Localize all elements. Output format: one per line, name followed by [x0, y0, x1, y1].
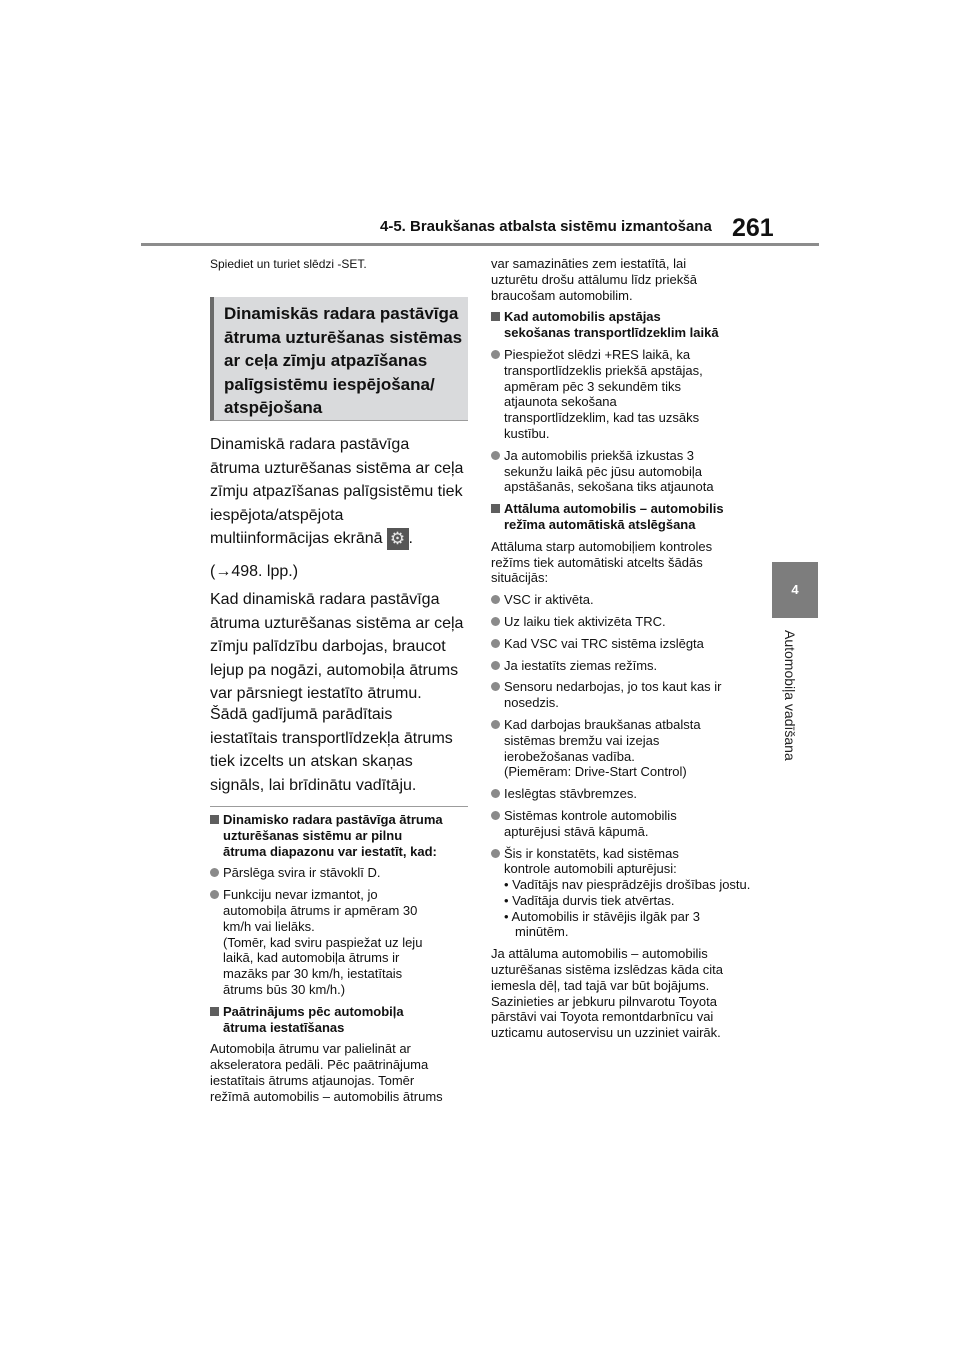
section-heading-line: atspējošana [224, 398, 323, 418]
text-line: Sistēmas kontrole automobilis [504, 807, 677, 823]
settings-gear-icon: ⚙ [387, 528, 409, 550]
text-line: Kad automobilis apstājas [504, 309, 661, 325]
text-line: režīma automātiskā atslēgšana [504, 516, 696, 532]
text-line: transportlīdzeklis priekšā apstājas, [504, 362, 703, 378]
text-line: ātruma iestatīšanas [223, 1019, 345, 1035]
text-line: Funkciju nevar izmantot, jo [223, 887, 378, 903]
bullet-item [491, 658, 753, 674]
paragraph-warning [210, 703, 475, 797]
text-line: Kad darbojas braukšanas atbalsta [504, 716, 701, 732]
text-line: (Tomēr, kad sviru paspiežat uz leju [223, 934, 423, 950]
bullet-item [210, 865, 472, 881]
bullet-item [210, 887, 472, 998]
text-line: režīms tiek automātiski atcelts šādās [491, 554, 703, 570]
header-rule [141, 243, 819, 246]
note-heading [210, 1004, 472, 1036]
bullet-item [491, 448, 753, 495]
note-heading [210, 812, 472, 859]
section-heading [224, 302, 464, 420]
text-line: atjaunota sekošana [504, 394, 617, 410]
text-line: Attāluma starp automobiļiem kontroles [491, 538, 713, 554]
text-line: var pārsniegt iestatīto ātrumu. [210, 685, 422, 702]
text-line: signāls, lai brīdinātu vadītāju. [210, 776, 417, 794]
bullet-item [491, 347, 753, 442]
text-line: transportlīdzeklim, kad tas uzsāks [504, 410, 700, 426]
note-heading [491, 501, 753, 533]
text-line: apturējusi stāvā kāpumā. [504, 823, 649, 839]
text-line: Sensoru nedarbojas, jo tos kaut kas ir [504, 679, 722, 695]
text-line: zīmju palīdzību darbojas, braucot [210, 638, 446, 655]
text-line: ātruma uzturēšanas sistēma ar ceļa [210, 459, 464, 477]
sub-bullet: • Vadītāja durvis tiek atvērtas. [504, 892, 675, 908]
text-line: apstāšanās, sekošana tiks atjaunota [504, 479, 714, 495]
text-line: km/h vai lielāks. [223, 918, 315, 934]
bullet-item [491, 846, 753, 941]
text-line: sekošanas transportlīdzeklim laikā [504, 325, 719, 341]
note-paragraph [491, 946, 753, 1041]
text-line: . [408, 530, 413, 547]
text-line: Paātrinājums pēc automobiļa [223, 1003, 404, 1019]
bullet-item [491, 679, 753, 711]
text-line: pārstāvi vai Toyota remontdarbnīcu vai [491, 1009, 714, 1025]
bullet-item [491, 717, 753, 780]
text-line: Automobiļa ātrumu var palielināt ar [210, 1041, 411, 1057]
text-line: iemesla dēļ, tad tajā var būt bojājums. [491, 977, 710, 993]
text-line: kustību. [504, 425, 550, 441]
paragraph-enable [210, 433, 475, 551]
page-reference: (→498. lpp.) [210, 563, 299, 580]
text-line: situācijās: [491, 570, 549, 586]
text-line: Uz laiku tiek aktivizēta TRC. [504, 613, 666, 629]
text-line: Piespiežot slēdzi +RES laikā, ka [504, 346, 691, 362]
text-line: nosedzis. [504, 695, 559, 711]
text-line: ātruma diapazonu var iestatīt, kad: [223, 843, 437, 859]
text-line: uzturētu drošu attālumu līdz priekšā [491, 271, 697, 287]
note-paragraph [210, 1041, 472, 1104]
text-line: uzturēšanas sistēma izslēdzas kāda cita [491, 962, 723, 978]
section-divider [210, 806, 468, 807]
chapter-tab: 4 [772, 562, 818, 618]
text-line: Attāluma automobilis – automobilis [504, 501, 724, 517]
intro-text: Spiediet un turiet slēdzi -SET. [210, 257, 367, 271]
note-heading [491, 309, 753, 341]
bullet-item [491, 592, 753, 608]
text-line: uzticamu autoservisu un uzziniet vairāk. [491, 1025, 721, 1041]
text-line: ierobežošanas vadība. [504, 748, 635, 764]
text-line: iestatītais ātrums atjaunojas. Tomēr [210, 1072, 415, 1088]
text-line: automobiļa ātrums ir apmēram 30 [223, 902, 418, 918]
text-line: VSC ir aktivēta. [504, 592, 594, 608]
text-line: iestatītais transportlīdzekļa ātrums [210, 729, 453, 747]
bullet-item [491, 808, 753, 840]
text-line: Sazinieties ar jebkuru pilnvarotu Toyota [491, 993, 717, 1009]
text-line: Dinamiskā radara pastāvīga [210, 436, 410, 453]
header-section-title: 4-5. Braukšanas atbalsta sistēmu izmantošana [380, 218, 712, 235]
text-line: Ieslēgtas stāvbremzes. [504, 786, 637, 802]
text-line: uzturēšanas sistēmu ar pilnu [223, 827, 403, 843]
text-line: zīmju atpazīšanas palīgsistēmu tiek [210, 483, 463, 500]
text-line: Šādā gadījumā parādītais [210, 706, 393, 723]
text-line: lejup pa nogāzi, automobiļa ātrums [210, 661, 459, 679]
text-line: Ja attāluma automobilis – automobilis [491, 946, 708, 962]
text-line: Pārslēga svira ir stāvoklī D. [223, 865, 381, 881]
text-line: iespējota/atspējota [210, 506, 344, 524]
text-line: multiinformācijas ekrānā [210, 530, 383, 547]
text-line: Dinamisko radara pastāvīga ātruma [223, 812, 443, 827]
text-line: ātruma uzturēšanas sistēma ar ceļa [210, 614, 464, 632]
text-line: Kad dinamiskā radara pastāvīga [210, 591, 440, 608]
bullet-item [491, 786, 753, 802]
text-line: apmēram pēc 3 sekundēm tiks [504, 378, 682, 394]
page-number: 261 [732, 214, 774, 242]
text-line: tiek izcelts un atskan skaņas [210, 753, 413, 770]
bullet-item [491, 636, 753, 652]
text-line: Šis ir konstatēts, kad sistēmas [504, 845, 679, 861]
section-heading-line: ar ceļa zīmju atpazīšanas [224, 351, 428, 371]
text-line: mazāks par 30 km/h, iestatītais [223, 966, 403, 982]
text-line: braucošam automobilim. [491, 287, 633, 303]
chapter-label: Automobiļa vadīšana [782, 630, 798, 761]
text-line: režīmā automobilis – automobilis ātrums [210, 1088, 443, 1104]
section-heading-line: ātruma uzturēšanas sistēmas [224, 327, 463, 347]
sub-bullet: • Automobilis ir stāvējis ilgāk par 3 minūtēm. [504, 908, 701, 940]
note-paragraph [491, 256, 753, 303]
text-line: sekunžu laikā pēc jūsu automobiļa [504, 463, 703, 479]
text-line: kontrole automobili apturējusi: [504, 861, 677, 877]
bullet-item [491, 614, 753, 630]
text-line: akseleratora pedāli. Pēc paātrinājuma [210, 1057, 429, 1073]
sub-bullet: • Vadītājs nav piesprādzējis drošības jostu. [504, 877, 751, 893]
paragraph-downhill [210, 588, 475, 706]
right-notes-column [491, 256, 753, 1047]
text-line: sistēmas bremžu vai izejas [504, 732, 660, 748]
text-line: ātrums būs 30 km/h.) [223, 981, 346, 997]
text-line: (Piemēram: Drive-Start Control) [504, 764, 687, 780]
section-heading-line: Dinamiskās radara pastāvīga [224, 304, 459, 323]
text-line: Ja automobilis priekšā izkustas 3 [504, 447, 695, 463]
section-heading-line: palīgsistēmu iespējošana/ [224, 374, 435, 394]
note-paragraph [491, 539, 753, 586]
text-line: laikā, kad automobiļa ātrums ir [223, 950, 400, 966]
text-line: var samazināties zem iestatītā, lai [491, 256, 687, 271]
text-line: Kad VSC vai TRC sistēma izslēgta [504, 635, 704, 651]
left-notes-column [210, 812, 472, 1111]
text-line: Ja iestatīts ziemas režīms. [504, 657, 658, 673]
